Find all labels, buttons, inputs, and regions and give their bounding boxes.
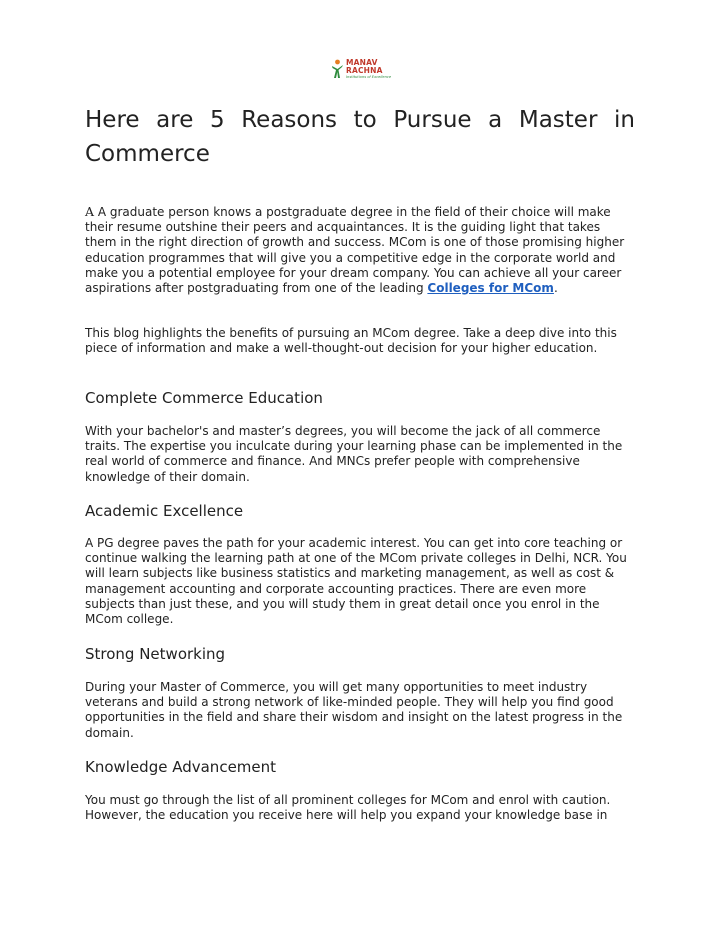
section-heading-strong-networking: Strong Networking	[85, 645, 226, 663]
section-paragraph-strong-networking	[85, 680, 635, 741]
colleges-for-mcom-link[interactable]: Colleges for MCom	[427, 281, 554, 296]
section-paragraph-complete-commerce-education	[85, 424, 635, 485]
logo-line-2: RACHNA	[346, 65, 383, 75]
logo-figure-icon	[331, 59, 344, 79]
intro-end: .	[553, 281, 558, 296]
section-text: With your bachelor's and master’s degrees, you will become the jack of all commerce traits. The expertise you inculcate during your learning phase can be implemented in the real world of commerce and finance. And MNCs prefer people with comprehensive knowledge of their domain.	[85, 424, 623, 484]
section-heading-academic-excellence: Academic Excellence	[85, 502, 244, 520]
section-heading-knowledge-advancement: Knowledge Advancement	[85, 758, 277, 776]
blog-summary-text: This blog highlights the benefits of pursuing an MCom degree. Take a deep dive into this piece of information and make a well-thought-out decision for your higher education.	[85, 326, 617, 356]
logo-wordmark	[346, 59, 383, 74]
page-title: Here are 5 Reasons to Pursue a Master in Commerce	[85, 107, 635, 167]
intro-text: A graduate person knows a postgraduate degree in the field of their choice will make their resume outshine their peers and acquaintances. It is the guiding light that takes them in the right direction of growth and success. MCom is one of those promising higher education programmes that will give you a competitive edge in the corporate world and make you a potential employee for your dream company. You can achieve all your career aspirations after postgraduating from one of the leading	[85, 205, 625, 296]
logo-tagline: Institutions of Excellence	[346, 75, 392, 79]
section-paragraph-academic-excellence	[85, 536, 635, 627]
drop-cap: A	[85, 204, 95, 219]
logo-line-1: MANAV	[346, 58, 378, 67]
section-text: A PG degree paves the path for your academic interest. You can get into core teaching or continue walking the learning path at one of the MCom private colleges in Delhi, NCR. You will learn subjects like business statistics and marketing management, as well as cost & management accounting and corporate accounting practices. There are even more subjects than just these, and you will study them in great detail once you enrol in the MCom college.	[85, 536, 627, 627]
section-paragraph-knowledge-advancement	[85, 793, 635, 823]
intro-paragraph	[85, 204, 635, 296]
section-text: You must go through the list of all prominent colleges for MCom and enrol with caution. However, the education you receive here will help you expand your knowledge base in	[85, 793, 611, 823]
section-heading-complete-commerce-education: Complete Commerce Education	[85, 389, 323, 407]
manav-rachna-logo	[331, 58, 391, 82]
section-text: During your Master of Commerce, you will get many opportunities to meet industry veterans and build a strong network of like-minded people. They will help you find good opportunities in the field and share their wisdom and insight on the latest progress in the domain.	[85, 680, 623, 740]
blog-summary-paragraph	[85, 326, 635, 356]
